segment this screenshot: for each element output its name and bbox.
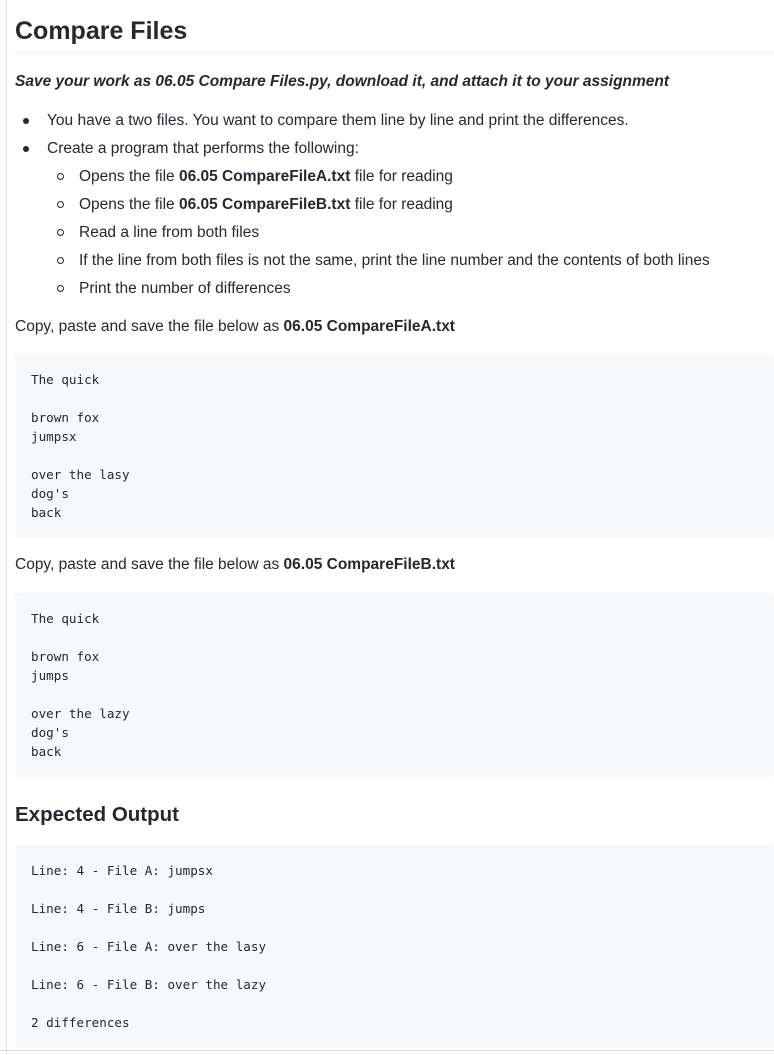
list-item — [79, 247, 774, 275]
bottom-divider — [0, 1050, 774, 1051]
list-item — [47, 135, 774, 303]
expected-output-heading: Expected Output — [15, 803, 180, 826]
expected-output-code-block[interactable]: Line: 4 - File A: jumpsx Line: 4 - File B: jumps Line: 6 - File A: over the lasy Line: 6 - File B: over the lazy 2 differences — [15, 845, 774, 1048]
list-item-text: Create a program that performs the following: — [47, 140, 359, 157]
file-b-intro — [15, 554, 774, 576]
step-text: Print the number of differences — [79, 280, 291, 297]
left-border — [6, 0, 7, 1055]
step-filename: 06.05 CompareFileB.txt — [178, 196, 351, 213]
list-item — [79, 219, 774, 247]
step-text: file for reading — [350, 196, 453, 213]
step-text: If the line from both files is not the same, print the line number and the contents of both lines — [79, 252, 710, 269]
page-title: Compare Files — [15, 0, 774, 53]
step-filename: 06.05 CompareFileA.txt — [178, 168, 351, 185]
file-b-code-block[interactable]: The quick brown fox jumps over the lazy dog's back — [15, 593, 774, 777]
file-a-code-block[interactable]: The quick brown fox jumpsx over the lasy dog's back — [15, 354, 774, 538]
list-item-text: You have a two files. You want to compare them line by line and print the differences. — [47, 112, 629, 129]
instruction-lead: Save your work as 06.05 Compare Files.py, download it, and attach it to your assignment — [15, 73, 670, 90]
list-item — [47, 107, 774, 135]
intro-text: Copy, paste and save the file below as — [15, 556, 284, 573]
list-item — [79, 275, 774, 303]
file-a-intro — [15, 316, 774, 338]
program-steps-list — [47, 163, 774, 303]
step-text: Opens the file — [79, 168, 179, 185]
file-b-name: 06.05 CompareFileB.txt — [283, 556, 455, 573]
assignment-content — [15, 0, 774, 1048]
intro-text: Copy, paste and save the file below as — [15, 318, 284, 335]
list-item — [79, 163, 774, 191]
requirements-list — [15, 107, 774, 303]
step-text: Read a line from both files — [79, 224, 260, 241]
step-text: file for reading — [350, 168, 453, 185]
file-a-name: 06.05 CompareFileA.txt — [283, 318, 455, 335]
step-text: Opens the file — [79, 196, 179, 213]
list-item — [79, 191, 774, 219]
